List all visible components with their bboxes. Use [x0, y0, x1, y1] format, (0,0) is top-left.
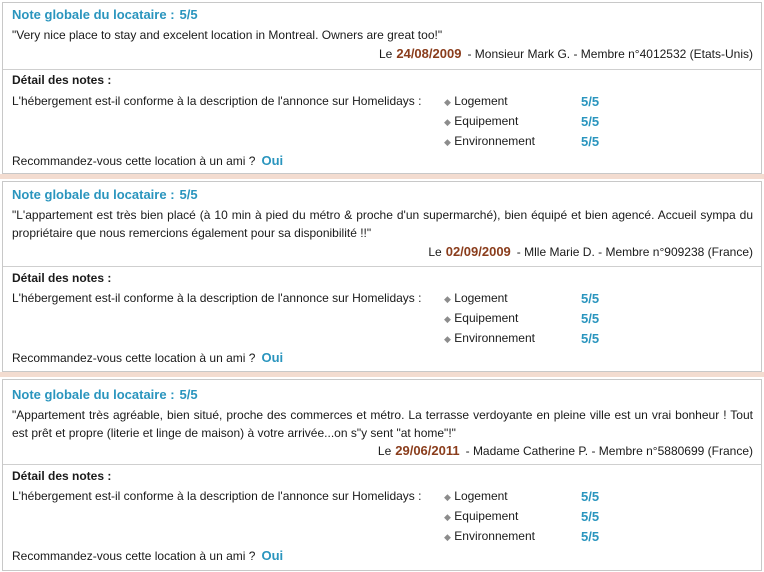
rating-label: Logement	[454, 94, 508, 108]
conformity-question: L'hébergement est-il conforme à la description de l'annonce sur Homelidays :	[12, 291, 422, 305]
rating-row	[444, 331, 535, 345]
rating-row	[444, 529, 535, 543]
review-author: - Madame Catherine P. - Membre n°5880699 (France)	[465, 444, 753, 458]
global-rating-label: Note globale du locataire :	[12, 7, 175, 22]
bullet-icon: ◆	[444, 314, 451, 324]
review-author: - Mlle Marie D. - Membre n°909238 (France)	[516, 245, 753, 259]
divider	[3, 464, 761, 465]
review-date: 24/08/2009	[396, 46, 462, 61]
global-rating-label: Note globale du locataire :	[12, 187, 175, 202]
recommend-answer: Oui	[261, 350, 284, 365]
rating-row	[444, 509, 518, 523]
global-rating	[12, 387, 198, 402]
rating-label: Environnement	[454, 331, 535, 345]
review-quote: "Appartement très agréable, bien situé, proche des commerces et métro. La terrasse verdoyante en pleine ville est un vrai bonheur ! Tout est prêt et propre (literie et linge de maison) à votre arrivée...on s"y sent "at home"!"	[12, 408, 753, 440]
recommend-answer: Oui	[261, 548, 284, 563]
detail-heading: Détail des notes :	[12, 469, 112, 483]
bullet-icon: ◆	[444, 532, 451, 542]
rating-row	[444, 291, 508, 305]
recommend-answer: Oui	[261, 153, 284, 168]
recommend-row	[12, 350, 283, 365]
rating-label: Equipement	[454, 509, 519, 523]
detail-heading: Détail des notes :	[12, 73, 112, 87]
rating-row	[444, 489, 508, 503]
rating-row	[444, 311, 518, 325]
recommend-row	[12, 548, 283, 563]
global-rating-label: Note globale du locataire :	[12, 387, 175, 402]
review-card	[2, 379, 762, 571]
rating-label: Logement	[454, 489, 508, 503]
recommend-question: Recommandez-vous cette location à un ami ?	[12, 549, 256, 563]
bullet-icon: ◆	[444, 492, 451, 502]
rating-score: 5/5	[581, 331, 600, 346]
bullet-icon: ◆	[444, 512, 451, 522]
bullet-icon: ◆	[444, 137, 451, 147]
rating-score: 5/5	[581, 134, 600, 149]
divider	[3, 266, 761, 267]
review-signature	[378, 443, 753, 458]
review-separator	[0, 174, 764, 179]
rating-score: 5/5	[581, 509, 600, 524]
conformity-question: L'hébergement est-il conforme à la description de l'annonce sur Homelidays :	[12, 489, 422, 503]
divider	[3, 69, 761, 70]
date-prefix: Le	[377, 444, 392, 458]
rating-score: 5/5	[581, 529, 600, 544]
rating-score: 5/5	[581, 489, 600, 504]
global-rating-score: 5/5	[179, 7, 198, 22]
review-date: 02/09/2009	[445, 244, 511, 259]
rating-score: 5/5	[581, 291, 600, 306]
rating-score: 5/5	[581, 114, 600, 129]
bullet-icon: ◆	[444, 117, 451, 127]
rating-row	[444, 134, 535, 148]
rating-row	[444, 114, 518, 128]
bullet-icon: ◆	[444, 294, 451, 304]
global-rating-score: 5/5	[179, 187, 198, 202]
recommend-row	[12, 153, 283, 168]
review-card	[2, 2, 762, 174]
review-quote: "Very nice place to stay and excelent location in Montreal. Owners are great too!"	[12, 28, 443, 42]
review-author: - Monsieur Mark G. - Membre n°4012532 (Etats-Unis)	[467, 47, 753, 61]
review-card	[2, 181, 762, 372]
recommend-question: Recommandez-vous cette location à un ami ?	[12, 154, 256, 168]
date-prefix: Le	[379, 47, 393, 61]
detail-heading: Détail des notes :	[12, 271, 112, 285]
review-date: 29/06/2011	[395, 443, 460, 458]
conformity-question: L'hébergement est-il conforme à la description de l'annonce sur Homelidays :	[12, 94, 422, 108]
global-rating	[12, 7, 198, 22]
rating-label: Equipement	[454, 311, 519, 325]
review-signature	[379, 46, 753, 61]
review-signature	[428, 244, 753, 259]
bullet-icon: ◆	[444, 334, 451, 344]
rating-label: Environnement	[454, 134, 535, 148]
review-separator	[0, 372, 764, 377]
rating-row	[444, 94, 508, 108]
review-quote: "L'appartement est très bien placé (à 10 min à pied du métro & proche d'un supermarché), bien équipé et bien agencé. Accueil sympa du propriétaire que nous remercions également pour sa disponibilité !!"	[12, 208, 753, 240]
rating-label: Equipement	[454, 114, 519, 128]
bullet-icon: ◆	[444, 97, 451, 107]
global-rating	[12, 187, 198, 202]
global-rating-score: 5/5	[179, 387, 198, 402]
date-prefix: Le	[428, 245, 442, 259]
recommend-question: Recommandez-vous cette location à un ami ?	[12, 351, 256, 365]
rating-score: 5/5	[581, 311, 600, 326]
rating-score: 5/5	[581, 94, 600, 109]
rating-label: Logement	[454, 291, 508, 305]
rating-label: Environnement	[454, 529, 535, 543]
